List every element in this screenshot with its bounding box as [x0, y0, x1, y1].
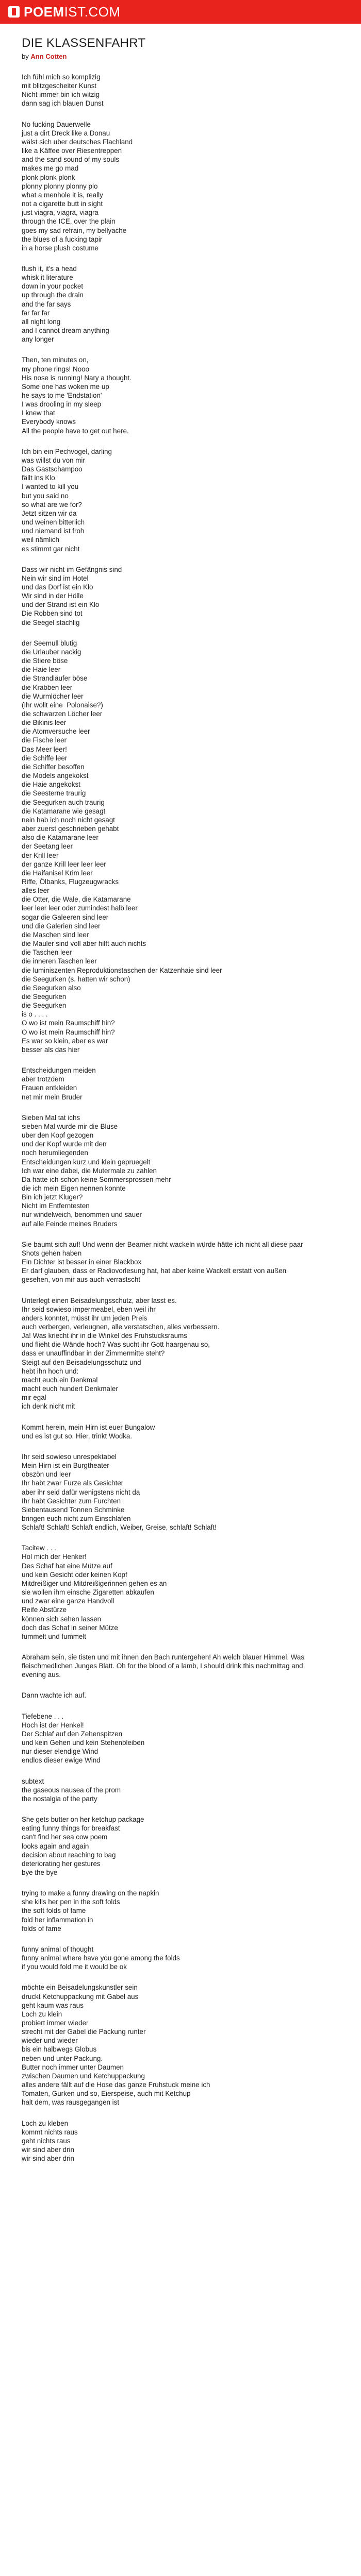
logo-icon	[8, 6, 20, 18]
poem-stanza: Dann wachte ich auf.	[22, 1691, 87, 1700]
poem-stanza: flush it, it's a head whisk it literature down in your pocket up through the drain and the far says far far far all night long and I cannot dream anything any longer	[22, 264, 109, 344]
poem-stanza: Kommt herein, mein Hirn ist euer Bungalow und es ist gut so. Hier, trinkt Wodka.	[22, 1423, 155, 1440]
site-header	[0, 0, 361, 24]
poem-stanza: subtext the gaseous nausea of the prom the nostalgia of the party	[22, 1777, 121, 1803]
poem-stanza: der Seemull blutig die Urlauber nackig die Stiere böse die Haie leer die Strandläufer böse die Krabben leer die Wurmlöcher leer (Ihr wollt eine Polonaise?) die schwarzen Löcher leer die Bikinis leer die Atomversuche leer die Fische leer Das Meer leer! die Schiffe leer die Schiffer besoffen die Models angekokst die Haie angekokst die Seesterne traurig die Seegurken auch traurig die Katamarane wie gesagt nein hab ich noch nicht gesagt aber zuerst geschrieben gehabt also die Katamarane leer der Seetang leer der Krill leer der ganze Krill leer leer leer die Haifanisel Krim leer Riffe, Ölbanks, Flugzeugwracks alles leer die Otter, die Wale, die Katamarane leer leer leer oder zumindest halb leer sogar die Galeeren sind leer und die Galerien sind leer die Maschen sind leer die Mauler sind voll aber hilft auch nichts die Taschen leer die inneren Taschen leer die luminiszenten Reproduktionstaschen der Katzenhaie sind leer die Seegurken (s. hatten wir schon) die Seegurken also die Seegurken die Seegurken is o . . . . O wo ist mein Raumschiff hin? O wo ist mein Raumschiff hin? Es war so klein, aber es war besser als das hier	[22, 639, 222, 1054]
poem-title: DIE KLASSENFAHRT	[22, 36, 146, 50]
poem-stanza: Tacitew . . . Hol mich der Henker! Des Schaf hat eine Mütze auf und kein Gesicht oder keinen Kopf Mitdreißiger und Mitdreißigerinnen gehen es an sie wollen ihm einsche Zigaretten abkaufen und zwar eine ganze Handvoll Reife Abstürze können sich sehen lassen doch das Schaf in seiner Mütze fummelt und fummelt	[22, 1544, 167, 1640]
poem-stanza: Unterlegt einen Beisadelungsschutz, aber lasst es. Ihr seid sowieso impermeabel, eben weil ihr anders konntet, müsst ihr um jeden Preis auch verbergen, verleugnen, alle verstatschen, alles verbessern. Ja! Was kriecht ihr in die Winkel des Fruhstucksraums und flieht die Wände hoch? Was sucht ihr Gott haargenau so, dass er unauffindbar in der Zimmermitte steht? Steigt auf den Beisadelungsschutz und hebt ihn hoch und: macht euch ein Denkmal macht euch hundert Denkmaler mir egal ich denk nicht mit	[22, 1296, 220, 1411]
poem-stanza: Dass wir nicht im Gefängnis sind Nein wir sind im Hotel und das Dorf ist ein Klo Wir sind in der Hölle und der Strand ist ein Klo Die Robben sind tot die Seegel stachlig	[22, 565, 122, 626]
site-logo[interactable]	[8, 5, 121, 19]
poem-stanza: Then, ten minutes on, my phone rings! Nooo His nose is running! Nary a thought. Some one has woken me up he says to me 'Endstation' I was drooling in my sleep I knew that Everybody knows All the people have to get out here.	[22, 356, 132, 435]
poem-stanza: Tiefebene . . . Hoch ist der Henkel! Der Schlaf auf den Zehenspitzen und kein Gehen und kein Stehenbleiben nur dieser elendige Wind endlos dieser ewige Wind	[22, 1712, 145, 1765]
poem-stanza: She gets butter on her ketchup package eating funny things for breakfast can't find her sea cow poem looks again and again decision about reaching to bag deteriorating her gestures bye the bye	[22, 1816, 144, 1876]
poem-stanza: Entscheidungen meiden aber trotzdem Frauen entkleiden net mir mein Bruder	[22, 1066, 96, 1101]
poem-stanza: Sieben Mal tat ichs sieben Mal wurde mir die Bluse uber den Kopf gezogen und der Kopf wurde mit den noch herumliegenden Entscheidungen kurz und klein gepruegelt Ich war eine dabei, die Mutermale zu zahlen Da hatte ich schon keine Sommersprossen mehr die ich mein Eigen nennen konnte Bin ich jetzt Kluger? Nicht im Entferntesten nur windelweich, benommen und sauer auf alle Feinde meines Bruders	[22, 1113, 171, 1228]
by-label: by	[22, 53, 29, 60]
poem-stanza: Ich fühl mich so komplizig mit blitzgescheiter Kunst Nicht immer bin ich witzig dann sag ich blauen Dunst	[22, 73, 104, 108]
poem-stanza: Abraham sein, sie tisten und mit ihnen den Bach runtergehen! Ah welch blauer Himmel. Was fleischmedlichen Junges Blatt. Oh for the blood of a lamb, I should drink this nachmittag and evening aus.	[22, 1653, 306, 1679]
poem-stanza: möchte ein Beisadelungskunstler sein druckt Ketchuppackung mit Gabel aus geht kaum was raus Loch zu klein probiert immer wieder strecht mit der Gabel die Packung runter wieder und wieder bis ein halbwegs Globus neben und unter Packung. Butter noch immer unter Daumen zwischen Daumen und Ketchuppackung alles andere fällt auf die Hose das ganze Fruhstuck meine ich Tomaten, Gurken und so, Eierspeise, auch mit Ketchup halt dem, was rausgegangen ist	[22, 1984, 210, 2107]
author-link[interactable]: Ann Cotten	[30, 53, 67, 60]
poem-stanza: Loch zu kleben kommt nichts raus geht nichts raus wir sind aber drin wir sind aber drin	[22, 2119, 78, 2163]
logo-text: POEM	[24, 4, 64, 20]
byline	[22, 53, 310, 60]
poem-body	[22, 73, 310, 2163]
poem-stanza: Ich bin ein Pechvogel, darling was willst du von mir Das Gastschampoo fällt ins Klo I wanted to kill you but you said no so what are we for? Jetzt sitzen wir da und weinen bitterlich und niemand ist froh weil nämlich es stimmt gar nicht	[22, 447, 112, 553]
poem-stanza: Ihr seid sowieso unrespektabel Mein Hirn ist ein Burgtheater obszön und leer Ihr habt zwar Furze als Gesichter aber ihr seid dafür wenigstens nicht da Ihr habt Gesichter zum Furchten Siebentausend Tonnen Schminke bringen euch nicht zum Einschlafen Schlaft! Schlaft! Schlaft endlich, Weiber, Greise, schlaft! Schlaft!	[22, 1452, 217, 1532]
poem-stanza: No fucking Dauerwelle just a dirt Dreck like a Donau wälst sich uber deutsches Flachland like a Käffee over Riesentreppen and the sand sound of my souls makes me go mad plonk plonk plonk plonny plonny plonny plo what a menhole it is, really not a cigarette butt in sight just viagra, viagra, viagra through the ICE, over the plain goes my sad refrain, my bellyache the blues of a fucking tapir in a horse plush costume	[22, 120, 133, 252]
poem-stanza: trying to make a funny drawing on the napkin she kills her pen in the soft folds the soft folds of fame fold her inflammation in folds of fame	[22, 1889, 159, 1933]
poem-stanza: funny animal of thought funny animal where have you gone among the folds if you would fold me it would be ok	[22, 1945, 180, 1971]
poem-article	[22, 36, 310, 2175]
poem-stanza: Sie baumt sich auf! Und wenn der Beamer nicht wackeln würde hätte ich nicht all diese paar Shots gehen haben Ein Dichter ist besser in einer Blackbox Er darf glauben, dass er Radiovorlesung hat, hat aber keine Wackelt erstatt von außen gesehen, von mir aus auch verrastscht	[22, 1240, 303, 1284]
logo-domain: IST.COM	[64, 4, 121, 20]
